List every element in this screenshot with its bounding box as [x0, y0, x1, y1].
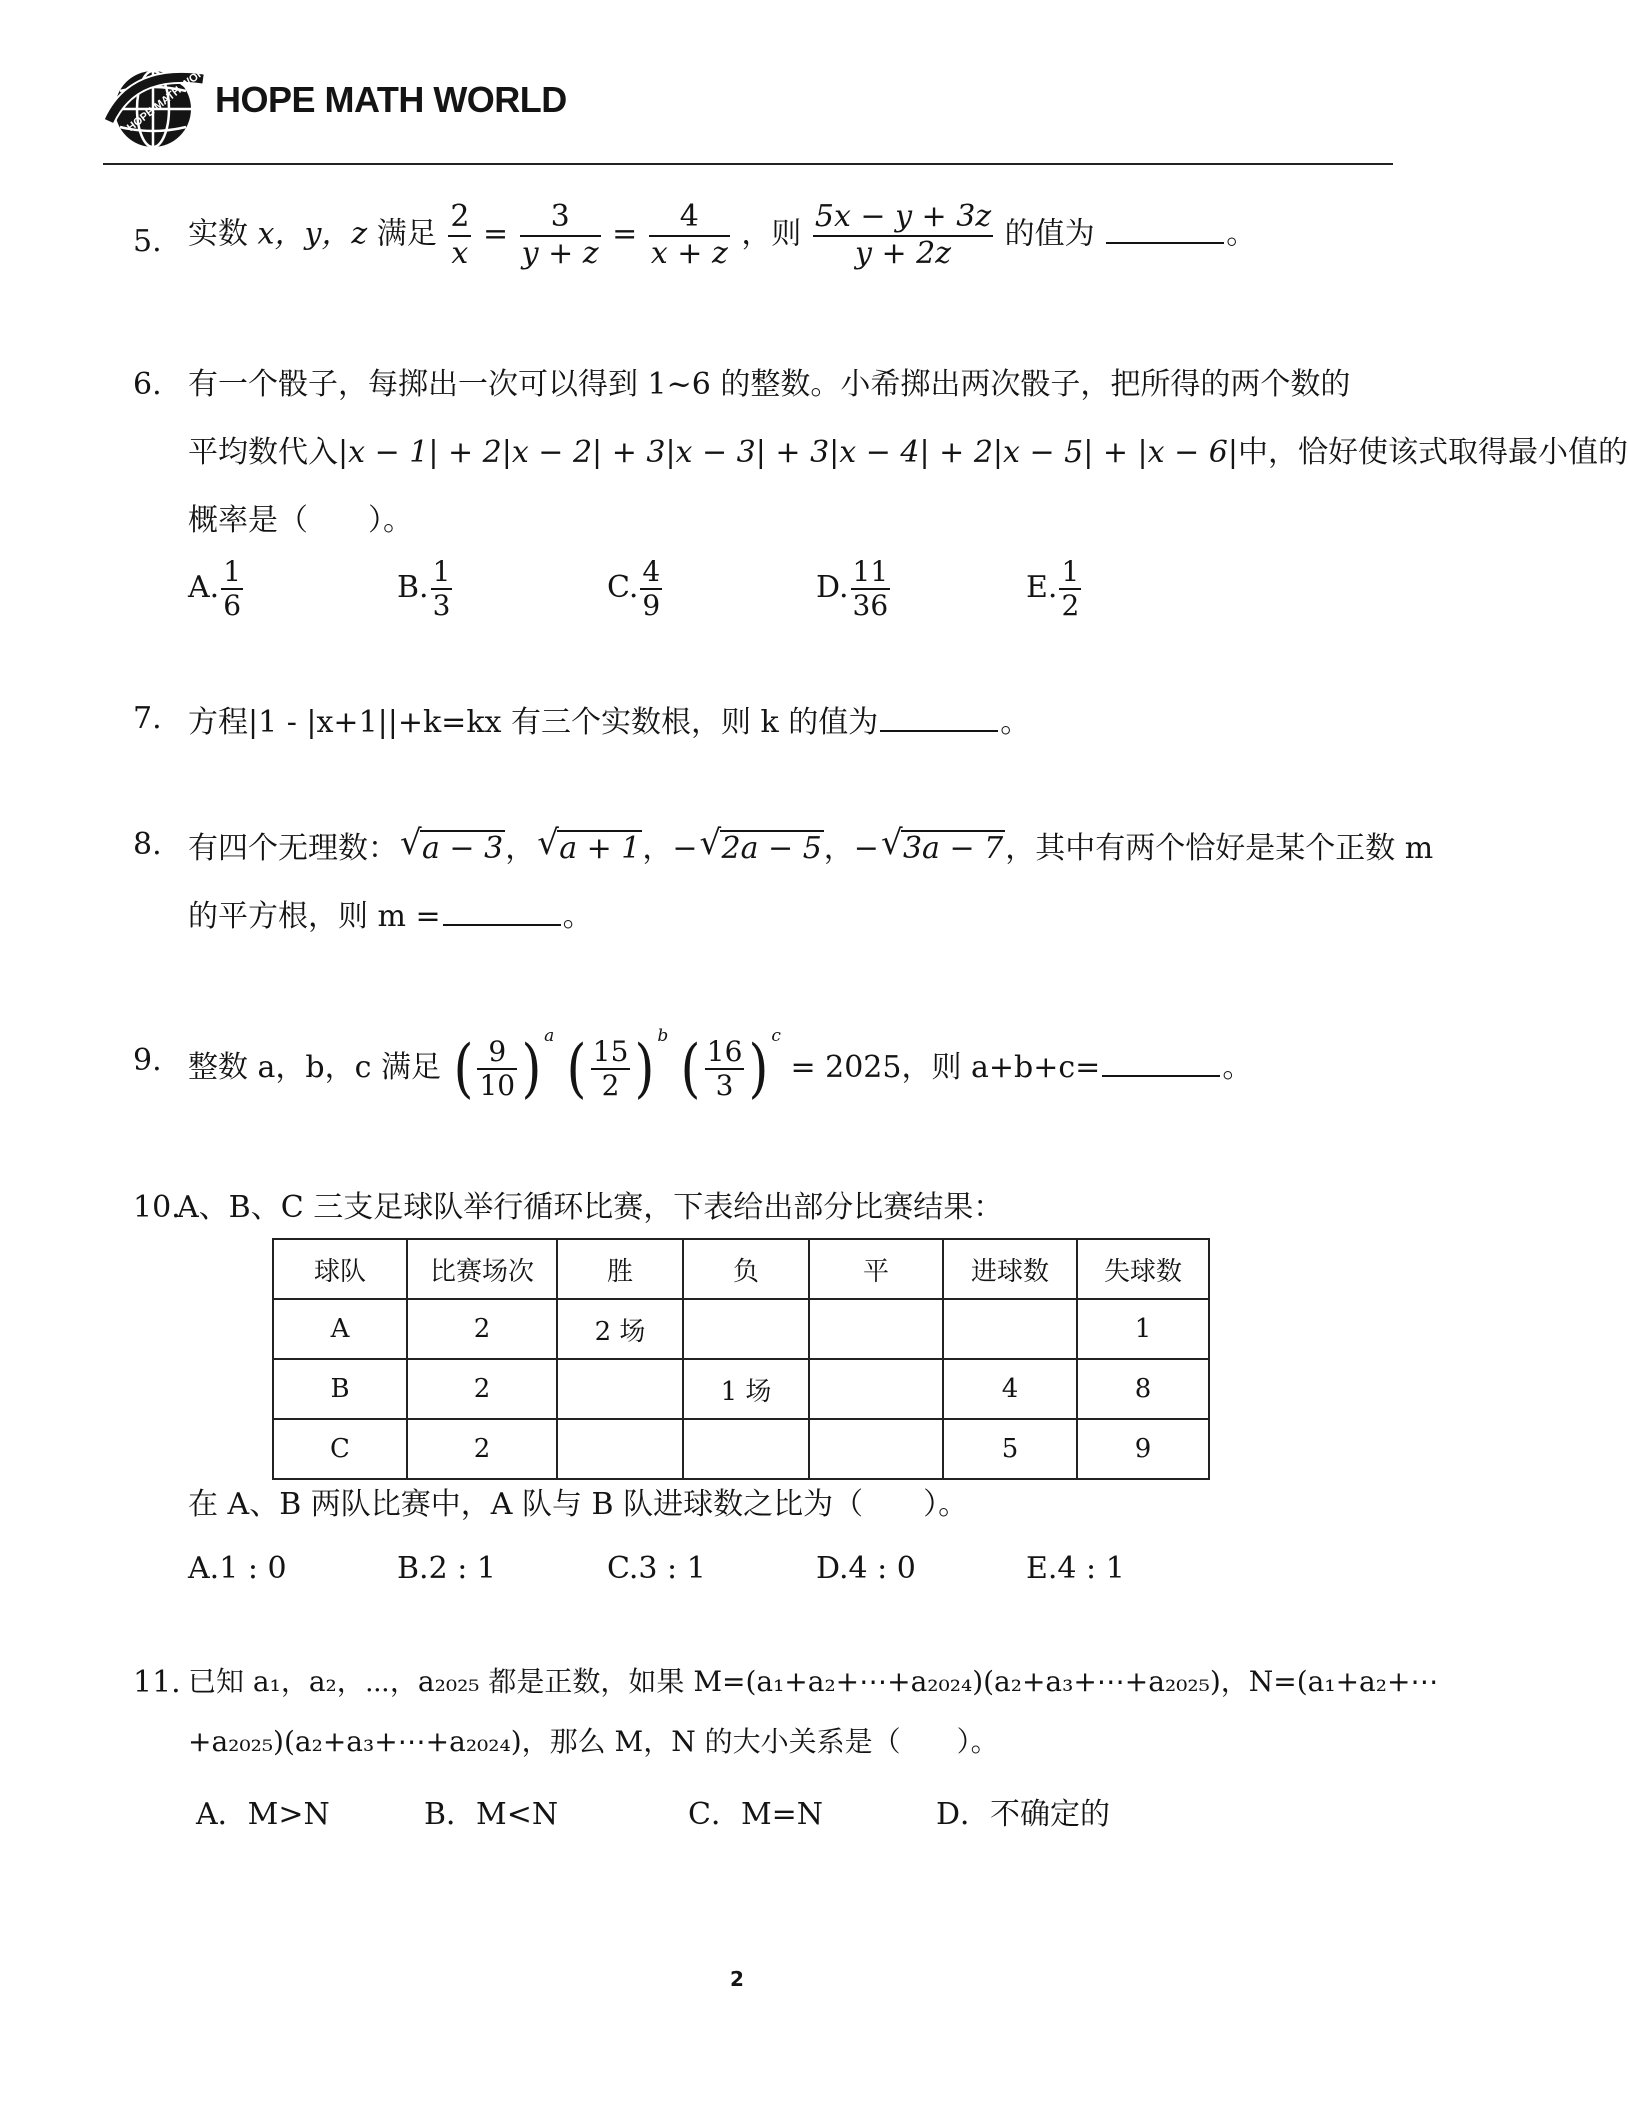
question-number: 7. — [133, 701, 162, 736]
fraction: $\frac{5x - y + 3z}{y + 2z}$ — [814, 199, 992, 271]
answer-blank[interactable] — [1102, 1049, 1220, 1077]
results-table — [272, 1238, 1210, 1480]
option-c[interactable]: C. $\frac{4}{9}$ — [607, 555, 661, 623]
header — [103, 55, 1393, 165]
question-text: 方程|1 - |x+1||+k=kx 有三个实数根，则 k 的值为 。 — [188, 705, 1031, 740]
answer-blank[interactable] — [880, 704, 998, 732]
question-text: 在 A、B 两队比赛中，A 队与 B 队进球数之比为（ ）。 — [188, 1487, 969, 1522]
question-number: 8. — [133, 827, 162, 862]
table-header: 比赛场次 — [407, 1239, 557, 1299]
question-line: 已知 a₁，a₂，⋯，a₂₀₂₅ 都是正数，如果 M=(a₁+a₂+⋯+a₂₀₂₄)(a₂+a₃+⋯+a₂₀₂₅)，N=(a₁+a₂+⋯ — [188, 1665, 1439, 1698]
table-cell: 8 — [1077, 1359, 1209, 1419]
option-b[interactable]: B.2 : 1 — [397, 1551, 496, 1586]
table-header-row — [273, 1239, 1209, 1299]
question-text: A、B、C 三支足球队举行循环比赛，下表给出部分比赛结果： — [177, 1190, 1004, 1225]
option-c[interactable]: C.3 : 1 — [607, 1551, 706, 1586]
question-text: 实数 x，y，z 满足 $\frac{2}{x}$ = $\frac{3}{y + z}$ = $\frac{4}{x + z}$ ，则 $\frac{5x - y + 3z}{y + 2z}$ 的值为 。 — [188, 199, 1257, 271]
table-cell: 1 场 — [683, 1359, 809, 1419]
table-cell: C — [273, 1419, 407, 1479]
table-cell: 2 场 — [557, 1299, 683, 1359]
answer-blank[interactable] — [443, 898, 561, 926]
header-divider — [103, 163, 1393, 165]
table-header: 球队 — [273, 1239, 407, 1299]
question-number: 5. — [133, 224, 162, 259]
table-cell — [943, 1299, 1077, 1359]
table-row — [273, 1419, 1209, 1479]
table-cell: 2 — [407, 1299, 557, 1359]
table-cell: 9 — [1077, 1419, 1209, 1479]
table-cell: 5 — [943, 1419, 1077, 1479]
fraction: $\frac{4}{x + z}$ — [650, 199, 728, 271]
logo-text: HOPE MATH WORLD — [124, 56, 219, 135]
option-e[interactable]: E.4 : 1 — [1026, 1551, 1125, 1586]
option-d[interactable]: D．不确定的 — [936, 1797, 1111, 1832]
table-cell — [557, 1419, 683, 1479]
question-number: 9. — [133, 1043, 162, 1078]
answer-blank[interactable] — [1106, 216, 1224, 244]
table-cell — [683, 1299, 809, 1359]
question-line: +a₂₀₂₅)(a₂+a₃+⋯+a₂₀₂₄)，那么 M，N 的大小关系是（ ）。 — [188, 1725, 999, 1758]
variables: x，y，z — [257, 216, 368, 252]
globe-logo-icon — [103, 56, 219, 155]
brand-title: HOPE MATH WORLD — [215, 79, 567, 120]
question-text: 整数 a，b，c 满足 ( $\frac{9}{10}$ ) $^a$ ( $\frac{15}{2}$ ) $^b$ ( $\frac{16}{3}$ ) $^c$ = 2025，则 a+b+c= 。 — [188, 1026, 1253, 1106]
option-a[interactable]: A．M>N — [196, 1797, 330, 1832]
question-number: 10. — [133, 1190, 181, 1225]
question-line: 概率是（ ）。 — [188, 503, 413, 538]
table-cell: 4 — [943, 1359, 1077, 1419]
sqrt-expr: √ 3a − 7 — [881, 830, 1005, 865]
table-cell: 2 — [407, 1359, 557, 1419]
table-row — [273, 1299, 1209, 1359]
table-cell: 2 — [407, 1419, 557, 1479]
option-e[interactable]: E. $\frac{1}{2}$ — [1026, 555, 1080, 623]
option-d[interactable]: D. $\frac{11}{36}$ — [816, 555, 889, 623]
table-header: 胜 — [557, 1239, 683, 1299]
table-cell: 1 — [1077, 1299, 1209, 1359]
table-header: 进球数 — [943, 1239, 1077, 1299]
fraction: $\frac{2}{x}$ — [450, 199, 470, 271]
option-b[interactable]: B. $\frac{1}{3}$ — [397, 555, 451, 623]
table-cell: A — [273, 1299, 407, 1359]
option-a[interactable]: A.1 : 0 — [188, 1551, 287, 1586]
sqrt-expr: √ a + 1 — [537, 830, 642, 865]
table-cell — [809, 1359, 943, 1419]
text: 满足 — [376, 216, 437, 252]
page-number: 2 — [730, 1967, 744, 1991]
text: 实数 — [188, 216, 248, 252]
option-d[interactable]: D.4 : 0 — [816, 1551, 916, 1586]
table-header: 失球数 — [1077, 1239, 1209, 1299]
question-number: 6. — [133, 367, 162, 402]
question-number: 11. — [133, 1665, 181, 1700]
option-b[interactable]: B．M<N — [424, 1797, 559, 1832]
abs-expression: |x − 1| + 2|x − 2| + 3|x − 3| + 3|x − 4| + 2|x − 5| + |x − 6| — [338, 435, 1238, 470]
table-cell — [683, 1419, 809, 1479]
sqrt-expr: √ a − 3 — [400, 830, 505, 865]
table-header: 平 — [809, 1239, 943, 1299]
sqrt-expr: √ 2a − 5 — [700, 830, 824, 865]
table-cell — [557, 1359, 683, 1419]
text: ，则 — [741, 216, 802, 252]
question-line: 的平方根，则 m = 。 — [188, 899, 593, 934]
question-line: 平均数代入|x − 1| + 2|x − 2| + 3|x − 3| + 3|x − 4| + 2|x − 5| + |x − 6|中，恰好使该式取得最小值的 — [188, 435, 1628, 470]
text: 的值为 — [1004, 216, 1095, 252]
table-cell: B — [273, 1359, 407, 1419]
table-row — [273, 1359, 1209, 1419]
option-a[interactable]: A. $\frac{1}{6}$ — [188, 555, 242, 623]
option-c[interactable]: C．M=N — [688, 1797, 824, 1832]
fraction: $\frac{3}{y + z}$ — [521, 199, 599, 271]
table-header: 负 — [683, 1239, 809, 1299]
table-cell — [809, 1299, 943, 1359]
question-line: 有一个骰子，每掷出一次可以得到 1~6 的整数。小希掷出两次骰子，把所得的两个数的 — [188, 367, 1351, 402]
question-text: 有四个无理数：√ a − 3，√ a + 1，−√ 2a − 5，−√ 3a − 7，其中有两个恰好是某个正数 m — [188, 830, 1433, 865]
table-cell — [809, 1419, 943, 1479]
